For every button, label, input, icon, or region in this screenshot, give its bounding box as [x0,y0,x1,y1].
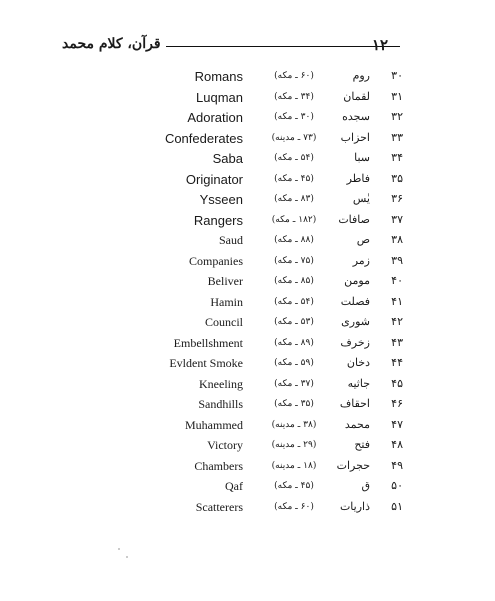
list-item [0,271,495,292]
list-item [0,230,495,251]
urdu-name: سبا [354,151,370,164]
english-name: Victory [207,438,243,452]
surah-number: ۳۶ [391,192,403,205]
urdu-name: فتح [354,438,370,451]
urdu-name: حجرات [336,458,370,472]
urdu-name: زمر [352,253,370,267]
list-item [0,456,495,477]
urdu-name: زخرف [340,335,370,349]
urdu-name: شوری [341,315,370,328]
verse-count-place: (۵۹ ـ مکه) [274,358,314,368]
scan-speck [126,556,128,558]
urdu-name: فصلت [340,294,370,308]
english-name: Romans [194,69,243,84]
surah-number: ۵۰ [391,479,403,492]
urdu-name: جاثیه [347,376,370,390]
english-name: Rangers [193,212,243,228]
surah-number: ۳۷ [391,212,403,226]
surah-number: ۳۰ [391,69,403,82]
list-item [0,169,495,190]
list-item [0,251,495,272]
surah-number: ۴۲ [391,315,403,328]
english-name: Scatterers [195,499,243,514]
surah-number: ۴۷ [391,417,403,431]
english-name: Qaf [225,479,243,493]
surah-number: ۴۰ [391,274,403,287]
english-name: Embellshment [173,335,243,350]
urdu-name: فاطر [346,171,370,185]
urdu-name: دخان [346,356,370,369]
list-item [0,312,495,333]
surah-number: ۴۶ [391,397,403,410]
surah-number: ۳۱ [391,89,403,103]
urdu-name: صافات [338,212,370,226]
verse-count-place: (۴۵ ـ مکه) [274,173,314,184]
verse-count-place: (۳۰ ـ مکه) [274,112,314,122]
verse-count-place: (۶۰ ـ مکه) [274,501,314,512]
surah-number: ۳۲ [391,110,403,123]
urdu-name: روم [352,69,370,82]
list-item [0,415,495,436]
english-name: Council [205,315,243,329]
list-item [0,497,495,518]
urdu-name: مومن [344,274,370,287]
page-header [62,36,400,58]
urdu-name: ص [356,233,370,246]
list-item [0,210,495,231]
list-item [0,476,495,497]
list-item [0,128,495,149]
english-name: Ysseen [199,192,243,207]
surah-number: ۴۹ [391,458,403,472]
english-name: Sandhills [198,397,243,411]
verse-count-place: (۷۳ ـ مدینه) [271,132,317,143]
surah-number: ۳۵ [391,171,403,185]
verse-count-place: (۲۹ ـ مدینه) [271,440,317,450]
list-item [0,374,495,395]
list-item [0,66,495,87]
urdu-name: ذاریات [339,499,370,513]
list-item [0,353,495,374]
surah-number: ۵۱ [391,499,403,513]
running-title: قرآن، کلام محمد [62,36,161,52]
urdu-name: ق [361,479,370,492]
list-item [0,148,495,169]
list-item [0,87,495,108]
surah-number: ۴۳ [391,335,403,349]
list-item [0,435,495,456]
urdu-name: احزاب [340,130,370,144]
surah-number: ۴۵ [391,376,403,390]
verse-count-place: (۴۵ ـ مکه) [274,481,314,491]
verse-count-place: (۵۳ ـ مکه) [274,317,314,327]
english-name: Adoration [187,110,243,125]
english-name: Luqman [196,89,243,105]
english-name: Companies [189,253,243,268]
page-number: ۱۲ [372,36,389,54]
english-name: Saud [219,233,243,247]
list-item [0,107,495,128]
list-item [0,189,495,210]
verse-count-place: (۸۳ ـ مکه) [274,194,314,204]
english-name: Saba [212,151,243,166]
english-name: Kneeling [199,376,243,391]
surah-number: ۴۴ [391,356,403,369]
list-item [0,394,495,415]
scan-speck [118,548,120,550]
urdu-name: محمد [344,417,370,431]
verse-count-place: (۳۷ ـ مکه) [274,378,314,389]
surah-number: ۴۸ [391,438,403,451]
surah-number: ۳۴ [391,151,403,164]
surah-number: ۳۹ [391,253,403,267]
english-name: Beliver [207,274,243,288]
surah-list [0,66,495,517]
english-name: Evldent Smoke [169,356,243,370]
verse-count-place: (۳۵ ـ مکه) [274,399,314,409]
verse-count-place: (۵۴ ـ مکه) [274,153,314,163]
verse-count-place: (۳۴ ـ مکه) [274,91,314,102]
verse-count-place: (۱۸ ـ مدینه) [271,460,317,471]
surah-number: ۴۱ [391,294,403,308]
urdu-name: لقمان [343,89,370,103]
english-name: Hamin [210,294,243,309]
verse-count-place: (۸۵ ـ مکه) [274,276,314,286]
verse-count-place: (۶۰ ـ مکه) [274,71,314,81]
english-name: Chambers [194,458,243,473]
urdu-name: احقاف [339,397,370,410]
verse-count-place: (۸۹ ـ مکه) [274,337,314,348]
verse-count-place: (۱۸۲ ـ مکه) [271,214,317,225]
list-item [0,333,495,354]
english-name: Originator [185,171,243,187]
english-name: Confederates [164,130,243,146]
surah-number: ۳۳ [391,130,403,144]
verse-count-place: (۳۸ ـ مدینه) [271,419,317,430]
header-rule [166,46,400,47]
english-name: Muhammed [185,417,243,432]
list-item [0,292,495,313]
verse-count-place: (۵۴ ـ مکه) [274,296,314,307]
surah-number: ۳۸ [391,233,403,246]
verse-count-place: (۸۸ ـ مکه) [274,235,314,245]
urdu-name: سجده [342,110,370,123]
verse-count-place: (۷۵ ـ مکه) [274,255,314,266]
urdu-name: یٰس [352,192,370,205]
